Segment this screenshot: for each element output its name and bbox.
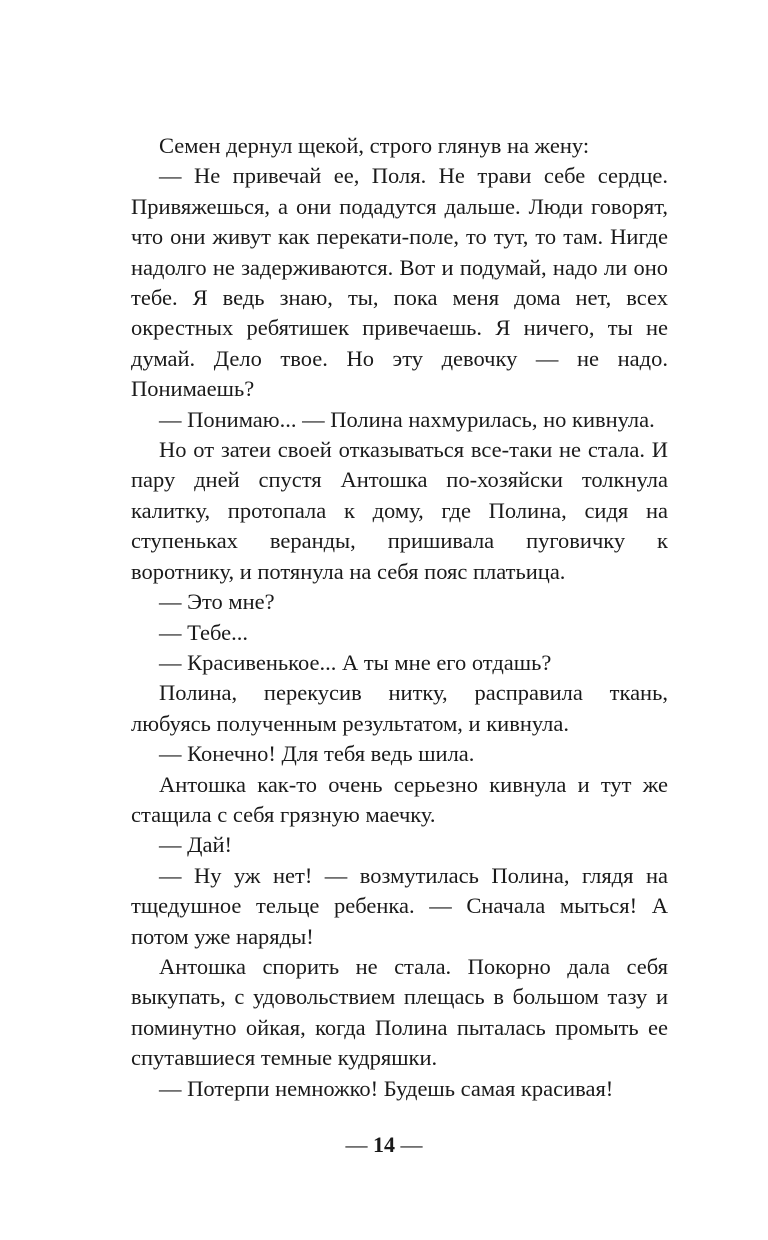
paragraph: Полина, перекусив нитку, расправила ткань, любуясь полученным результатом, и кивнула.: [131, 680, 668, 736]
paragraph: — Не привечай ее, Поля. Не трави себе сердце. Привяжешься, а они подадутся дальше. Люди говорят, что они живут как перекати-поле, то тут, то там. Нигде надолго не задерживаются. Вот и подумай, надо ли оно тебе. Я ведь знаю, ты, пока меня дома нет, всех окрестных ребятишек привечаешь. Я ничего, ты не думай. Дело твое. Но эту девочку — не надо. Понимаешь?: [131, 163, 668, 402]
paragraph: — Дай!: [159, 832, 232, 858]
paragraph: — Потерпи немножко! Будешь самая красивая!: [159, 1075, 614, 1101]
page-text-block: [131, 131, 668, 1104]
paragraph: Антошка как-то очень серьезно кивнула и тут же стащила с себя грязную маечку.: [131, 771, 668, 827]
page-number-value: 14: [373, 1132, 395, 1157]
paragraph: — Конечно! Для тебя ведь шила.: [159, 741, 475, 767]
paragraph: — Ну уж нет! — возмутилась Полина, глядя на тщедушное тельце ребенка. — Сначала мыться! А потом уже наряды!: [131, 862, 668, 949]
paragraph: — Понимаю... — Полина нахмурилась, но кивнула.: [159, 406, 655, 432]
page-number: [0, 1130, 768, 1160]
paragraph: — Тебе...: [159, 619, 249, 645]
paragraph: Антошка спорить не стала. Покорно дала себя выкупать, с удовольствием плещась в большом тазу и поминутно ойкая, когда Полина пыталась промыть ее спутавшиеся темные кудряшки.: [131, 953, 668, 1071]
paragraph: — Это мне?: [159, 589, 275, 615]
page-number-dash-left: —: [345, 1132, 368, 1157]
paragraph: Но от затеи своей отказываться все-таки не стала. И пару дней спустя Антошка по-хозяйски толкнула калитку, протопала к дому, где Полина, сидя на ступеньках веранды, пришивала пуговичку к воротнику, и потянула на себя пояс платьица.: [131, 437, 668, 584]
paragraph: Семен дернул щекой, строго глянув на жену:: [159, 133, 590, 158]
page-number-dash-right: —: [400, 1132, 423, 1157]
paragraph: — Красивенькое... А ты мне его отдашь?: [159, 649, 552, 675]
